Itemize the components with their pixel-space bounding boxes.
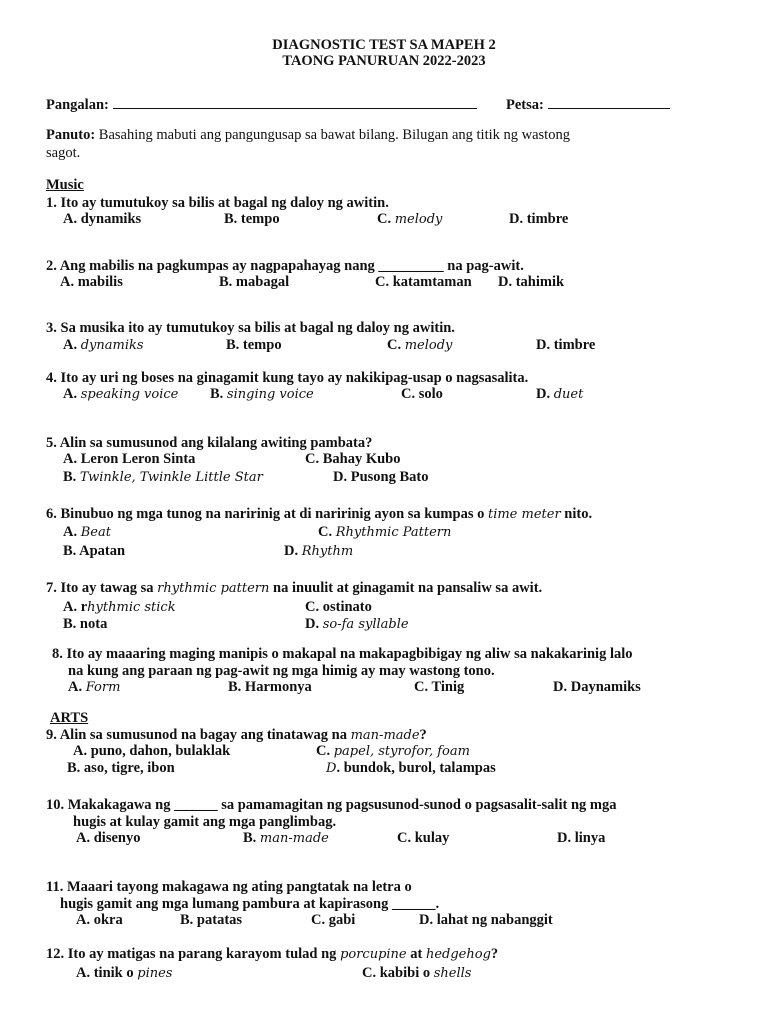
q9-option-c: C. papel, styrofor, foam (316, 743, 470, 759)
q10-option-c: C. kulay (397, 830, 450, 846)
q8-option-b: B. Harmonya (228, 679, 312, 695)
q4-option-a: A. speaking voice (63, 386, 179, 402)
name-blank-line (113, 108, 477, 109)
section-heading-arts: ARTS (50, 710, 89, 726)
q7-option-d: D. so-fa syllable (305, 616, 409, 632)
question-3: 3. Sa musika ito ay tumutukoy sa bilis at bagal ng daloy ng awitin. (46, 320, 455, 336)
question-8-line1: 8. Ito ay maaaring maging manipis o makapal na makapagbibigay ng aliw sa nakakarinig lalo (52, 646, 633, 662)
q7-option-c: C. ostinato (305, 599, 372, 615)
q6-option-a: A. Beat (63, 524, 111, 540)
question-9: 9. Alin sa sumusunod na bagay ang tinatawag na man-made? (46, 727, 427, 743)
q2-option-d: D. tahimik (498, 274, 565, 290)
question-10-line2: hugis at kulay gamit ang mga panglimbag. (73, 814, 337, 830)
q8-option-a: A. Form (68, 679, 121, 695)
section-heading-music: Music (46, 177, 84, 193)
q2-option-c: C. katamtaman (375, 274, 472, 290)
q9-option-b: B. aso, tigre, ibon (67, 760, 175, 776)
q10-option-b: B. man-made (243, 830, 329, 846)
name-field (46, 97, 477, 114)
q8-option-d: D. Daynamiks (553, 679, 641, 695)
page-title: DIAGNOSTIC TEST SA MAPEH 2 (272, 37, 496, 53)
instructions-text-line2: sagot. (46, 145, 81, 161)
date-label: Petsa: (506, 97, 544, 113)
q1-option-d: D. timbre (509, 211, 569, 227)
q1-option-b: B. tempo (224, 211, 280, 227)
q6-option-d: D. Rhythm (284, 543, 354, 559)
q7-option-a: A. rhythmic stick (63, 599, 176, 615)
instructions-text-line1: Basahing mabuti ang pangungusap sa bawat bilang. Bilugan ang titik ng wastong (98, 127, 570, 143)
question-8-line2: na kung ang paraan ng pag-awit ng mga himig ay may wastong tono. (68, 663, 495, 679)
q3-option-a: A. dynamiks (63, 337, 144, 353)
q5-option-c: C. Bahay Kubo (305, 451, 401, 467)
date-blank-line (548, 108, 670, 109)
q6-option-c: C. Rhythmic Pattern (318, 524, 452, 540)
q2-option-b: B. mabagal (219, 274, 290, 290)
q3-option-c: C. melody (387, 337, 453, 353)
q11-option-d: D. lahat ng nabanggit (419, 912, 553, 928)
q9-option-a: A. puno, dahon, bulaklak (73, 743, 231, 759)
q10-option-a: A. disenyo (76, 830, 141, 846)
q3-option-d: D. timbre (536, 337, 596, 353)
q2-option-a: A. mabilis (60, 274, 123, 290)
q12-option-c: C. kabibi o shells (362, 965, 472, 981)
q3-option-b: B. tempo (226, 337, 282, 353)
q11-option-c: C. gabi (311, 912, 356, 928)
question-7: 7. Ito ay tawag sa rhythmic pattern na inuulit at ginagamit na pansaliw sa awit. (46, 580, 543, 596)
q5-option-d: D. Pusong Bato (333, 469, 429, 485)
question-2: 2. Ang mabilis na pagkumpas ay nagpapahayag nang _________ na pag-awit. (46, 258, 524, 274)
q4-option-d: D. duet (536, 386, 584, 402)
q11-option-a: A. okra (76, 912, 123, 928)
q5-option-b: B. Twinkle, Twinkle Little Star (63, 469, 263, 485)
q4-option-b: B. singing voice (210, 386, 314, 402)
date-field (506, 97, 670, 114)
instructions-label: Panuto: (46, 127, 96, 143)
question-5: 5. Alin sa sumusunod ang kilalang awiting pambata? (46, 435, 373, 451)
q7-option-b: B. nota (63, 616, 108, 632)
name-label: Pangalan: (46, 97, 109, 113)
q1-option-a: A. dynamiks (63, 211, 142, 227)
question-1: 1. Ito ay tumutukoy sa bilis at bagal ng daloy ng awitin. (46, 195, 389, 211)
q4-option-c: C. solo (401, 386, 443, 402)
instructions (46, 127, 570, 144)
q8-option-c: C. Tinig (414, 679, 465, 695)
question-6: 6. Binubuo ng mga tunog na naririnig at di naririnig ayon sa kumpas o time meter nito. (46, 506, 593, 522)
q9-option-d: D. bundok, burol, talampas (326, 760, 496, 776)
q12-option-a: A. tinik o pines (76, 965, 173, 981)
q6-option-b: B. Apatan (63, 543, 126, 559)
question-11-line1: 11. Maaari tayong makagawa ng ating pangtatak na letra o (46, 879, 412, 895)
page-subtitle: TAONG PANURUAN 2022-2023 (282, 53, 486, 69)
q11-option-b: B. patatas (180, 912, 243, 928)
question-12: 12. Ito ay matigas na parang karayom tulad ng porcupine at hedgehog? (46, 946, 499, 962)
q5-option-a: A. Leron Leron Sinta (63, 451, 196, 467)
question-11-line2: hugis gamit ang mga lumang pambura at kapirasong ______. (60, 896, 440, 912)
question-4: 4. Ito ay uri ng boses na ginagamit kung tayo ay nakikipag-usap o nagsasalita. (46, 370, 529, 386)
question-10-line1: 10. Makakagawa ng ______ sa pamamagitan ng pagsusunod-sunod o pagsasalit-salit ng mga (46, 797, 617, 813)
q1-option-c: C. melody (377, 211, 443, 227)
q10-option-d: D. linya (557, 830, 606, 846)
